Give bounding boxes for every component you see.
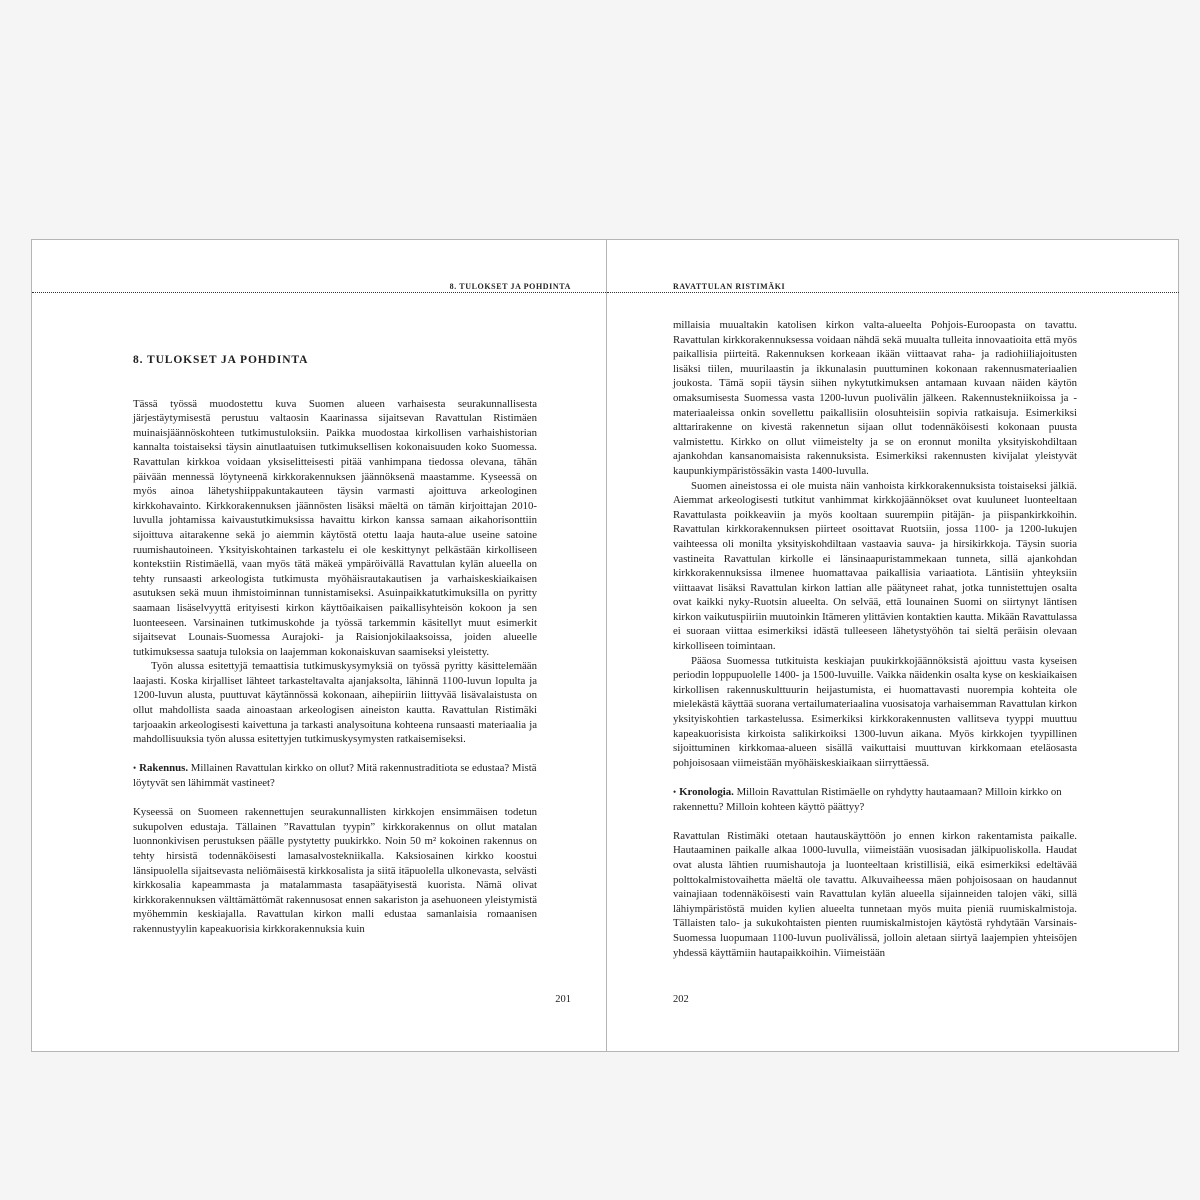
running-head-text: RAVATTULAN RISTIMÄKI (673, 282, 786, 291)
body-paragraph: Tässä työssä muodostettu kuva Suomen alueen varhaisesta seurakunnallisesta järjestäytymisestä perustuu valtaosin Kaarinassa sijaitsevan Ravattulan Ristimäen muinaisjäännöskohteen tutkimustuloksiin. Paikka muodostaa kirkollisen varhaishistorian kannalta toistaiseksi täysin ainutlaatuisen tutkimuksellisen kokonaisuuden koko Suomessa. Ravattulan kirkkoa voidaan yksiselitteisesti pitää vanhimpana tiedossa olevana, tähän päivään mennessä löytyneenä kirkkorakennuksen jäännöksenä maastamme. Kyseessä on myös ainoa lähetyshiippakuntakauteen täysin varmasti ajoittuva arkeologinen kirkkohavainto. Kirkkorakennuksen jäännösten lisäksi mäeltä on tämän kirjoittajan 2010-luvulla johtamissa kaivaustutkimuksissa havaittu kirkon kanssa samaan aikahorisonttiin sijoittuva aitarakenne sekä jo aiemmin käytöstä otettu laaja hauta-alue useine satoine ruumishautoineen. Yksityiskohtainen tarkastelu ei ole keskittynyt pelkästään kirkolliseen kontekstiin Ristimäellä, vaan myös tätä mäkeä ympäröivällä Ravattulan kylän alueella on tehty runsaasti arkeologista tutkimusta myöhäisrautakautisen ja varhaiskeskiaikaisen asutuksen sekä muun ihmistoiminnan tunnistamiseksi. Asuinpaikkatutkimuksilla on pyritty saamaan lisäselvyyttä erityisesti kirkon käyttöaikaisen paikallisyhteisön kokoon ja sen luonteeseen. Varsinainen tutkimuskohde ja työssä tarkemmin käsitellyt muut esimerkit sijaitsevat Lounais-Suomessa Aurajoki- ja Raisionjokilaaksoissa, joiden alueelle tutkimuksessa saatuja tuloksia on laajemman kokonaiskuvan saamiseksi yleistetty. (133, 397, 537, 658)
book-spread (31, 239, 1179, 1052)
left-text-block (133, 353, 537, 937)
body-paragraph: millaisia muualtakin katolisen kirkon valta-alueelta Pohjois-Euroopasta on tavattu. Ravattulan kirkkorakennuksessa voidaan nähdä sekä muualta tulleita innovaatioita että myös paikallisia piirteitä. Rakennuksen korkeaan ikään viittaavat raha- ja radiohiiliajoitusten lisäksi tiilen, muurilaastin ja ikkunalasin puuttuminen kokonaan rakennusmateriaalien joukosta. Tämä sopii täysin siihen nykytutkimuksen antamaan kuvaan näiden käytön omaksumisesta Suomessa vasta 1200-luvun puolivälin jälkeen. Rakennustekniikoissa ja -materiaaleissa onkin sovellettu paikallisiin olosuhteisiin sopivia ratkaisuja. Esimerkiksi alttarirakenne on kivestä rakennetun sijaan ollut todennäköisesti kokonaan puusta valmistettu. Kirkko on ollut viimeistelty ja se on eronnut monilta yksityiskohdiltaan ajankohdan kansanomaisista rakennuksista. Esimerkiksi rakennusten kivijalat yleistyvät kaupunkiympäristössäkin vasta 1400-luvulla. (673, 319, 1077, 477)
page-number: 202 (673, 994, 689, 1005)
question-label: Rakennus. (139, 762, 189, 775)
research-question (673, 785, 1077, 814)
research-question (133, 761, 537, 790)
bullet-icon: • (133, 763, 137, 774)
body-paragraph: Työn alussa esitettyjä temaattisia tutkimuskysymyksiä on työssä pyritty käsittelemään laajasti. Koska kirjalliset lähteet tarkasteltavalta ajanjaksolta, lähinnä 1100-luvun lopulta ja 1200-luvun alusta, puuttuvat käytännössä kokonaan, aihepiiriin liittyvää lisävalaistusta on ollut mahdollista saada ainoastaan arkeologisen aineiston kautta. Ravattulan Ristimäki tarjoaakin arkeologisesti kaivettuna ja tarkasti analysoituna kohteena runsaasti materiaalia ja mahdollisuuksia työn alussa esitettyjen tutkimuskysymysten ratkaisemiseksi. (133, 660, 537, 746)
bullet-icon: • (673, 787, 677, 797)
body-paragraph: Ravattulan Ristimäki otetaan hautauskäyttöön jo ennen kirkon rakentamista paikalle. Hautaaminen paikalle alkaa 1000-luvulla, viimeistään vuosisadan jälkipuoliskolla. Haudat ovat alusta lähtien ruumishautoja ja luonteeltaan kristillisiä, eikä esimerkiksi edeltävää polttokalmistovaihetta mäeltä ole tavattu. Alkuvaiheessa mäen pohjoisosaan on haudannut vainajiaan todennäköisesti vain Ravattulan kylän alueella sijainneiden talojen väki, sillä lähiympäristöstä muiden kylien alueelta tunnetaan myös muita pieniä ruumiskalmistoja. Tällaisten talo- ja sukukohtaisten pienten ruumiskalmistojen käytöstä ryhdytään Varsinais-Suomessa luopumaan 1100-luvun puolivälissä, jolloin aletaan siirtyä laajempien yhteisöjen yhdessä käyttämiin hautapaikkoihin. Viimeistään (673, 829, 1077, 959)
question-text: Milloin Ravattulan Ristimäelle on ryhdytty hautaamaan? Milloin kirkko on rakennettu? Milloin kohteen käyttö päättyy? (673, 786, 1062, 813)
body-paragraph: Pääosa Suomessa tutkituista keskiajan puukirkkojäännöksistä ajoittuu vasta kyseisen periodin loppupuolelle 1400- ja 1500-luvuille. Vaikka näidenkin osalta kyse on keskiaikaisen kirkollisen rakennuskulttuurin heijastumista, ei huomattavasti nuorempia kohteita ole mielekästä käyttää suorana vertailumateriaalina vuosisatoja varhaisemman Ravattulan kirkon yksityiskohtien tarkastelussa. Esimerkiksi kirkkorakennusten vallitseva tyyppi muuttuu kapeakuorisista kirkoista salikirkoiksi 1300-luvun aikana. Myös kirkkojen tyypillinen sijoittuminen kirkkomaa-alueen sisällä vaikuttaisi muuttuvan kirkkomaan eteläosasta pohjoisosaan viimeistään myöhäiskeskiaikaan siirryttäessä. (673, 654, 1077, 769)
question-text: Millainen Ravattulan kirkko on ollut? Mitä rakennustraditiota se edustaa? Mistä löytyvät sen lähimmät vastineet? (133, 762, 537, 790)
chapter-title: 8. TULOKSET JA POHDINTA (133, 354, 309, 366)
right-text-block (673, 318, 1077, 960)
page-number: 201 (555, 994, 571, 1005)
question-label: Kronologia. (679, 786, 734, 798)
right-page (607, 240, 1179, 1051)
running-head-text: 8. TULOKSET JA POHDINTA (449, 282, 571, 291)
body-paragraph: Suomen aineistossa ei ole muista näin vanhoista kirkkorakennuksista toistaiseksi jälkiä. Aiemmat arkeologisesti tutkitut vanhimmat kirkkojäännökset ovat kuuluneet luonteeltaan Ravattulasta poikkeaviin ja myös kooltaan suurempiin pitäjän- ja piispankirkkoihin. Ravattulan kirkkorakennuksen piirteet osoittavat Ruotsiin, jossa 1100- ja 1200-lukujen vaihteessa oli monilta yksityiskohdiltaan vastaavia sauva- ja hirsikirkkoja. Täysin suoria vastineita Ravattulan kirkolle ei länsinaapuristammekaan tunneta, sillä ajankohdan kirkkorakennuksissa ilmenee huomattavaa paikallisia variaatiota. Läntisiin yhteyksiin viittaavat lisäksi Ravattulan kirkon lattian alle päätyneet rahat, jotka tunnistettujen osalta ovat kaikki nyky-Ruotsin alueelta. On selvää, että lounainen Suomi on siirtynyt läntisen kirkon vaikutuspiiriin muutoinkin Itämeren ylittävien kontaktien kautta. Mikään Ravattulassa ei suoraan viittaa esimerkiksi idästä tulleeseen lähetystyöhön tai sieltä peräisin olevaan kirkolliseen toimintaan. (673, 479, 1077, 653)
running-head-left (32, 283, 606, 293)
running-head-right (607, 283, 1179, 293)
left-page (32, 240, 606, 1051)
body-paragraph: Kyseessä on Suomeen rakennettujen seurakunnallisten kirkkojen ensimmäisen todetun sukupolven edustaja. Tällainen ”Ravattulan tyypin” kirkkorakennus on ollut matalan luonnonkivisen perustuksen päälle pystytetty puukirkko. Noin 50 m² kokoinen rakennus on tehty hirsistä todennäköisesti lamasalvostekniikalla. Kaksiosainen kirkko koostui länsipuolella sijaitsevasta neliömäisestä kirkkosalista ja siitä itäpuolella ulkonevasta, selvästi kirkkosalia kapeammasta ja matalammasta tasapäätyisestä kuorista. Nämä olivat kirkkorakennuksen välttämättömät rakennusosat ennen sakariston ja asehuoneen yleistymistä myöhemmin keskiajalla. Ravattulan kirkon malli edustaa samanlaisia romaanisen rakennustyylin kapeakuorisia kirkkorakennuksia kuin (133, 806, 537, 935)
